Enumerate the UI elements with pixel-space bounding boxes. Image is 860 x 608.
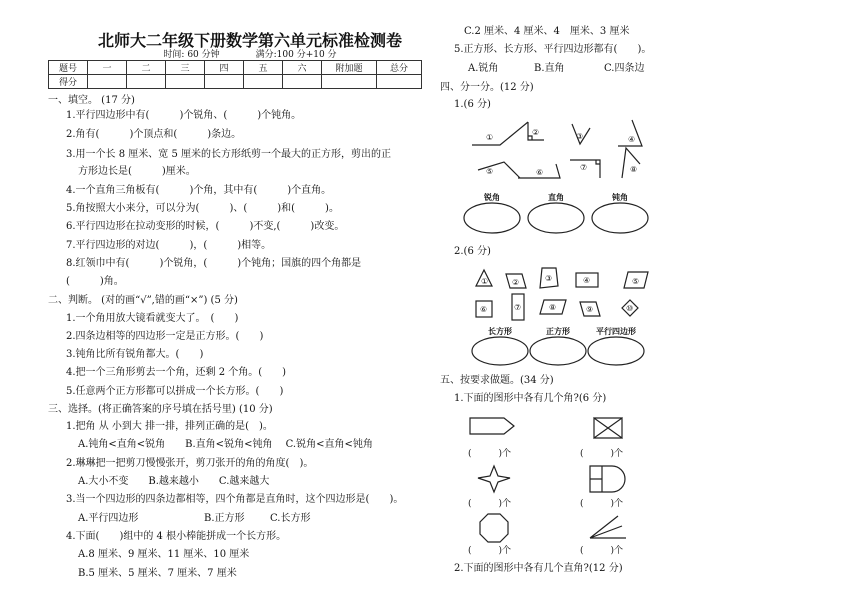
figure-number: ④ [583,276,591,285]
answer-option: C.2 厘米、4 厘米、4 厘米、3 厘米 [464,26,630,37]
question-text: 1.(6 分) [454,99,491,110]
answer-blank[interactable]: ( )个 [468,546,512,556]
sort-ellipse [464,203,520,233]
octagon-shape [480,514,508,542]
figure-number: ⑩ [626,304,634,313]
answer-option: B.正方形 [204,513,245,524]
group-label: 钝角 [612,193,628,202]
angle-figure-1 [472,122,528,145]
answer-blank[interactable]: ( )个 [580,499,624,509]
answer-option: A.8 厘米、9 厘米、11 厘米、10 厘米 [78,549,250,560]
table-cell: 五 [244,61,283,75]
question-text: 2.下面的图形中各有几个直角?(12 分) [454,563,623,574]
section-heading: 四、分一分。(12 分) [440,82,534,93]
answer-options: A.大小不变 B.越来越小 C.越来越大 [78,476,270,487]
figure-number: ① [481,277,489,286]
figure-number: ⑨ [586,305,594,314]
star-shape [478,466,510,492]
figure-number: ⑧ [630,165,638,174]
figure-number: ⑤ [486,167,494,176]
question-text: ( )角。 [66,276,124,287]
figure-number: ① [486,133,494,142]
group-label: 直角 [548,193,564,202]
question-text: 4.一个直角三角板有( )个角，其中有( )个直角。 [66,185,332,196]
figure-number: ② [512,278,520,287]
section-heading: 五、按要求做题。(34 分) [440,375,554,386]
rays-shape [590,516,626,538]
figure-number: ② [532,128,540,137]
question-text: 6.平行四边形在拉动变形的时候，( )不变,( )改变。 [66,221,345,232]
page-title: 北师大二年级下册数学第六单元标准检测卷 [97,31,402,50]
question-text: 1.下面的图形中各有几个角?(6 分) [454,393,607,404]
question-text: 3.用一个长 8 厘米、宽 5 厘米的长方形纸剪一个最大的正方形，剪出的正 [66,149,391,160]
question-text: 3.钝角比所有锐角都大。( ) [66,349,204,360]
question-text: 2.角有( )个顶点和( )条边。 [66,129,242,140]
table-cell: 一 [88,61,127,75]
table-cell: 六 [283,61,322,75]
figure-number: ⑥ [536,168,544,177]
answer-blank[interactable]: ( )个 [580,546,624,556]
question-text: 2.琳琳把一把剪刀慢慢张开，剪刀张开的角的角度( )。 [66,458,314,469]
question-text: 1.平行四边形中有( )个锐角、( )个钝角。 [66,110,302,121]
answer-blank[interactable]: ( )个 [468,449,512,459]
question-text: 1.把角 从 小到大 排一排，排列正确的是( )。 [66,421,273,432]
question-text: 4.下面( )组中的 4 根小棒能拼成一个长方形。 [66,531,287,542]
answer-option: C.四条边 [604,63,645,74]
answer-option: A.锐角 [468,63,499,74]
question-text: 7.平行四边形的对边( )，( )相等。 [66,240,272,251]
group-label: 平行四边形 [596,327,636,336]
question-text: 5.正方形、长方形、平行四边形都有( )。 [454,44,652,55]
figure-number: ③ [545,274,553,283]
sort-ellipse [592,203,648,233]
table-cell: 附加题 [322,61,377,75]
table-cell: 四 [205,61,244,75]
sort-ellipse [472,337,528,365]
group-label: 锐角 [484,193,500,202]
group-label: 正方形 [546,327,570,336]
answer-option: B.5 厘米、5 厘米、7 厘米、7 厘米 [78,568,237,579]
section-heading: 三、选择。(将正确答案的序号填在括号里) (10 分) [48,404,273,415]
answer-blank[interactable]: ( )个 [580,449,624,459]
section-heading: 一、填空。 (17 分) [48,95,135,106]
answer-option: A.平行四边形 [78,513,139,524]
exam-info: 时间: 60 分钟 满分:100 分+10 分 [163,50,337,60]
question-text: 3.当一个四边形的四条边都相等，四个角都是直角时，这个四边形是( )。 [66,494,404,505]
figure-number: ⑤ [632,277,640,286]
question-text: 方形边长是( )厘米。 [78,166,196,177]
sort-ellipse [528,203,584,233]
section-heading: 二、判断。 (对的画“√”,错的画“×”) (5 分) [48,295,238,306]
question-text: 5.任意两个正方形都可以拼成一个长方形。( ) [66,386,284,397]
figure-number: ④ [628,135,636,144]
question-text: 5.角按照大小来分，可以分为( )、( )和( )。 [66,203,339,214]
question-text: 1.一个角用放大镜看就变大了。 ( ) [66,313,239,324]
answer-option: C.长方形 [270,513,311,524]
table-cell: 二 [127,61,166,75]
composite-shape [590,466,625,492]
table-cell: 得分 [49,75,88,89]
bowtie-shape [594,418,622,438]
question-text: 2.(6 分) [454,246,491,257]
answer-blank[interactable]: ( )个 [468,499,512,509]
table-cell: 三 [166,61,205,75]
question-text: 8.红领巾中有( )个锐角，( )个钝角；国旗的四个角都是 [66,258,362,269]
table-cell: 题号 [49,61,88,75]
angle-figure-5 [478,162,520,178]
group-label: 长方形 [488,327,512,336]
answer-options: A.钝角<直角<锐角 B.直角<锐角<钝角 C.锐角<直角<钝角 [78,439,373,450]
pentagon-arrow-shape [470,418,514,434]
table-cell: 总分 [377,61,422,75]
sort-ellipse [588,337,644,365]
figure-number: ⑥ [480,305,488,314]
figure-number: ③ [576,132,584,141]
question-text: 2.四条边相等的四边形一定是正方形。( ) [66,331,264,342]
figure-number: ⑦ [580,163,588,172]
figure-number: ⑧ [549,303,557,312]
figure-number: ⑦ [514,303,522,312]
question-text: 4.把一个三角形剪去一个角，还剩 2 个角。( ) [66,367,287,378]
answer-option: B.直角 [534,63,565,74]
sort-ellipse [530,337,586,365]
